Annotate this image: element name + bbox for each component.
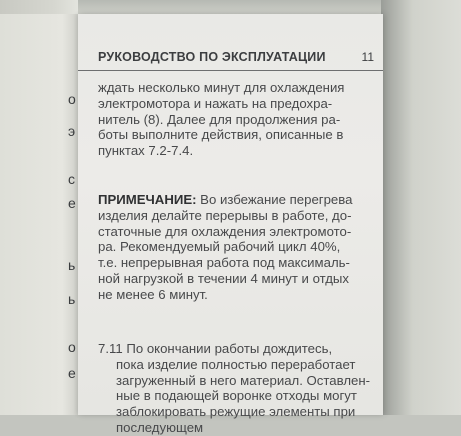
text-line: заблокировать режущие элементы при <box>116 404 356 420</box>
text-line: ждать несколько минут для охлаждения <box>98 80 345 95</box>
left-fragment: о <box>68 91 76 107</box>
header-divider <box>78 70 383 71</box>
text-line: изделия делайте перерывы в работе, до- <box>98 207 352 223</box>
page-header <box>98 50 374 64</box>
text-line: нитель (8). Далее для продолжения ра- <box>98 111 341 127</box>
left-fragment: е <box>68 195 76 211</box>
left-fragment: э <box>68 123 76 139</box>
text-line: боты выполните действия, описанные в <box>98 127 344 143</box>
text-line: 7.11 По окончании работы дождитесь, <box>98 341 333 356</box>
note-paragraph <box>98 192 373 303</box>
text-line: ные в подающей воронке отходы могут <box>116 388 357 404</box>
text-line: пока изделие полностью переработает <box>116 356 356 372</box>
text-line: не менее 6 минут. <box>98 286 208 302</box>
text-line: пунктах 7.2-7.4. <box>98 143 194 159</box>
left-facing-page <box>0 14 78 415</box>
left-fragment: с <box>68 171 75 187</box>
page-title: РУКОВОДСТВО ПО ЭКСПЛУАТАЦИИ <box>98 50 326 64</box>
paragraph-continuation <box>98 80 373 159</box>
text-line: загруженный в него материал. Оставлен- <box>116 372 371 388</box>
note-first-line-text: Во избежание перегрева <box>196 192 353 207</box>
left-fragment: ь <box>68 257 76 273</box>
manual-page <box>78 14 383 435</box>
background-right <box>381 0 461 415</box>
left-fragment: е <box>68 365 76 381</box>
note-label: ПРИМЕЧАНИЕ: <box>98 192 197 207</box>
note-first-line <box>98 192 373 208</box>
section-7-11 <box>98 341 373 436</box>
page-number: 11 <box>361 50 374 64</box>
text-line: ной нагрузкой в течении 4 минут и отдых <box>98 270 349 286</box>
left-fragment: ь <box>68 291 76 307</box>
left-fragment: о <box>68 339 76 355</box>
text-line: т.е. непрерывная работа под максималь- <box>98 255 350 271</box>
text-line: статочные для охлаждения электромото- <box>98 223 352 239</box>
text-line: последующем <box>116 419 204 435</box>
text-line: электромотора и нажать на предохра- <box>98 95 333 111</box>
text-line: ра. Рекомендуемый рабочий цикл 40%, <box>98 239 341 255</box>
